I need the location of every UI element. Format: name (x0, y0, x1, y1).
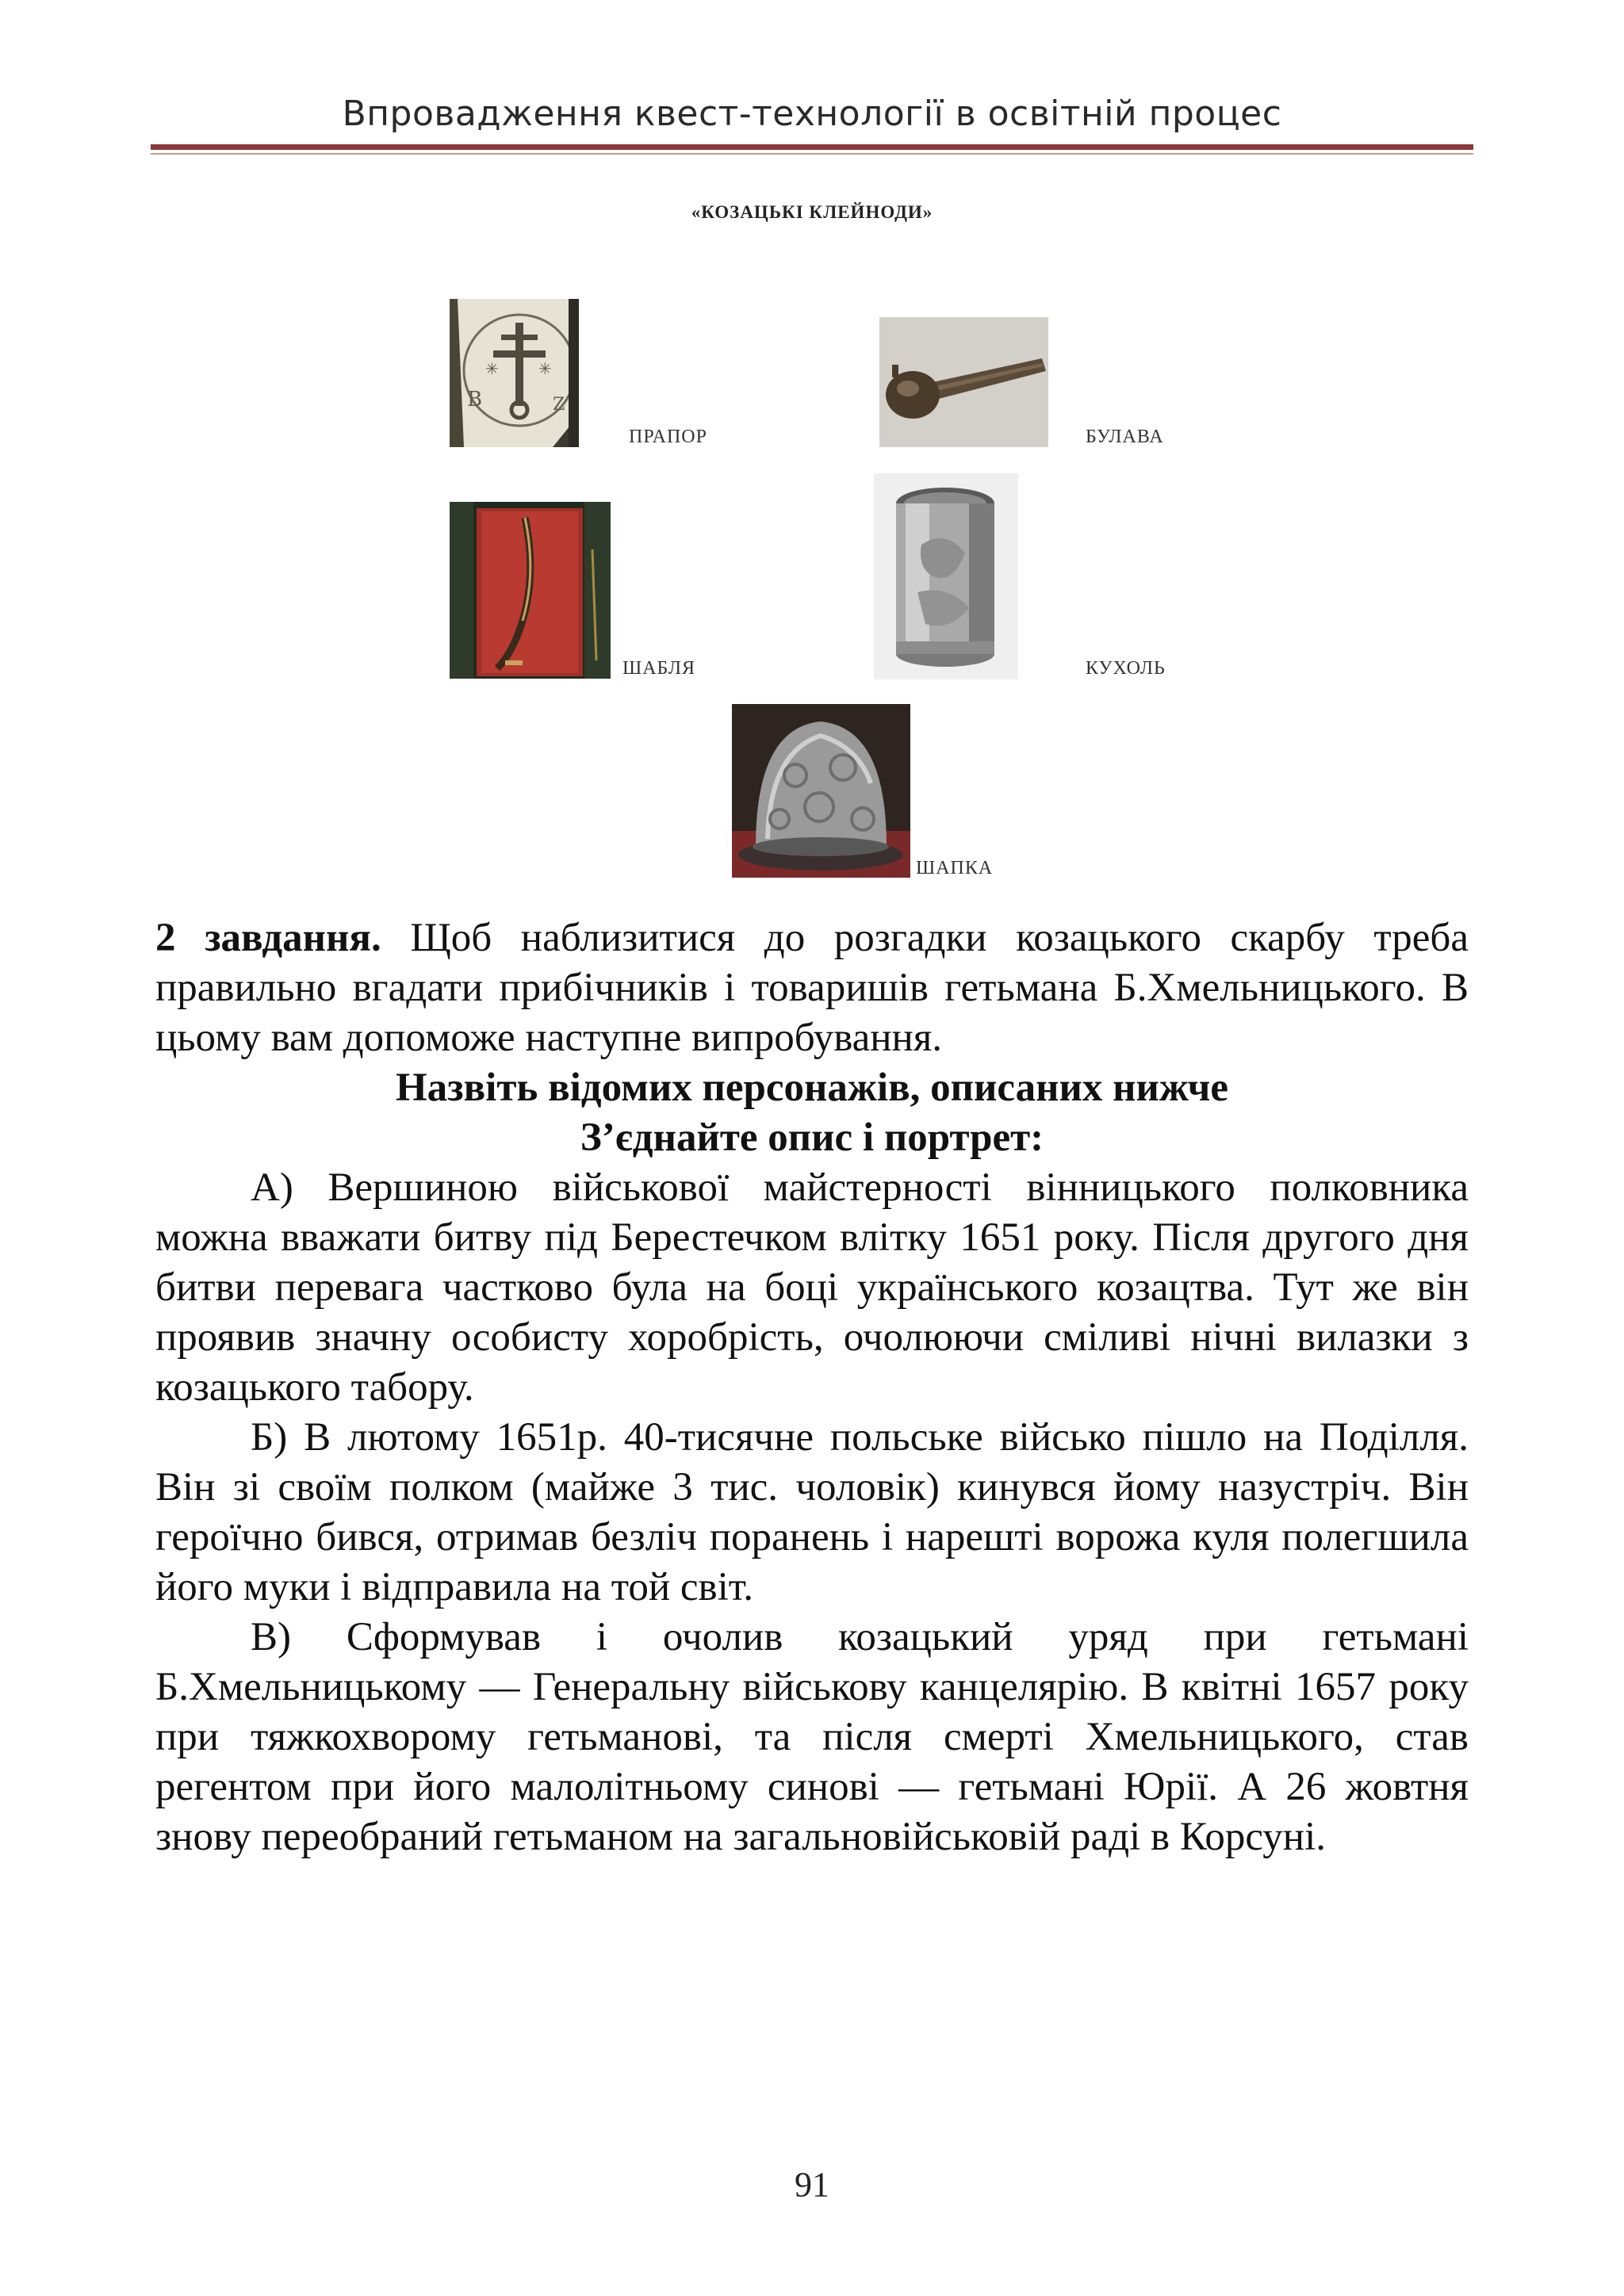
mace-caption: БУЛАВА (1086, 427, 1164, 447)
tankard-photo (874, 473, 1018, 679)
flag-photo (450, 299, 579, 447)
running-header: Впровадження квест-технології в освітній процес (342, 94, 1282, 134)
paragraph-a: А) Вершиною військової майстерності вінницького полковника можна вважати битву під Берестечком влітку 1651 року. Після другого дня битви перевага частково була на боці українського козацтва. Тут же він проявив значну особисту хоробрість, очолюючи сміливі нічні вилазки з козацького табору. (155, 1165, 1469, 1410)
paragraph-b: Б) В лютому 1651р. 40-тисячне польське військо пішло на Поділля. Він зі своїм полком (майже 3 тис. чоловік) кинувся йому назустріч. Він героїчно бився, отримав безліч поранень і нарешті ворожа куля полегшила його муки і відправила на той світ. (155, 1415, 1469, 1609)
task-body (155, 913, 1469, 1862)
flag-caption: ПРАПОР (629, 427, 707, 447)
saber-caption: ШАБЛЯ (622, 658, 696, 679)
figure-title: «КОЗАЦЬКІ КЛЕЙНОДИ» (691, 202, 933, 222)
svg-text:✳: ✳ (485, 359, 499, 378)
page-number: 91 (795, 2165, 829, 2204)
cap-caption: ШАПКА (916, 858, 994, 878)
tankard-caption: КУХОЛЬ (1086, 658, 1166, 679)
task-intro-text: Щоб наблизитися до розгадки козацького скарбу треба правильно вгадати прибічників і товаришів гетьмана Б.Хмельницького. В цьому вам допоможе наступне випробування. (155, 916, 1469, 1060)
header-rule-thin (151, 153, 1473, 155)
svg-text:B: B (467, 388, 483, 411)
saber-photo (450, 502, 611, 679)
svg-text:Z: Z (553, 395, 565, 415)
task-heading-1: Назвіть відомих персонажів, описаних нижче (395, 1066, 1229, 1110)
cap-photo (732, 704, 910, 878)
svg-text:✳: ✳ (538, 359, 552, 378)
mace-photo (879, 317, 1048, 447)
paragraph-c: В) Сформував і очолив козацький уряд при гетьмані Б.Хмельницькому — Генеральну військову канцелярію. В квітні 1657 року при тяжкохворому гетьманові, та після смерті Хмельницького, став регентом при його малолітньому синові — гетьмані Юрії. А 26 жовтня знову переобраний гетьманом на загальновійськовій раді в Корсуні. (155, 1615, 1469, 1859)
task-number: 2 завдання. (155, 916, 381, 960)
task-heading-2: З’єднайте опис і портрет: (580, 1115, 1044, 1160)
header-rule (151, 144, 1473, 150)
task-intro (155, 913, 1469, 1063)
